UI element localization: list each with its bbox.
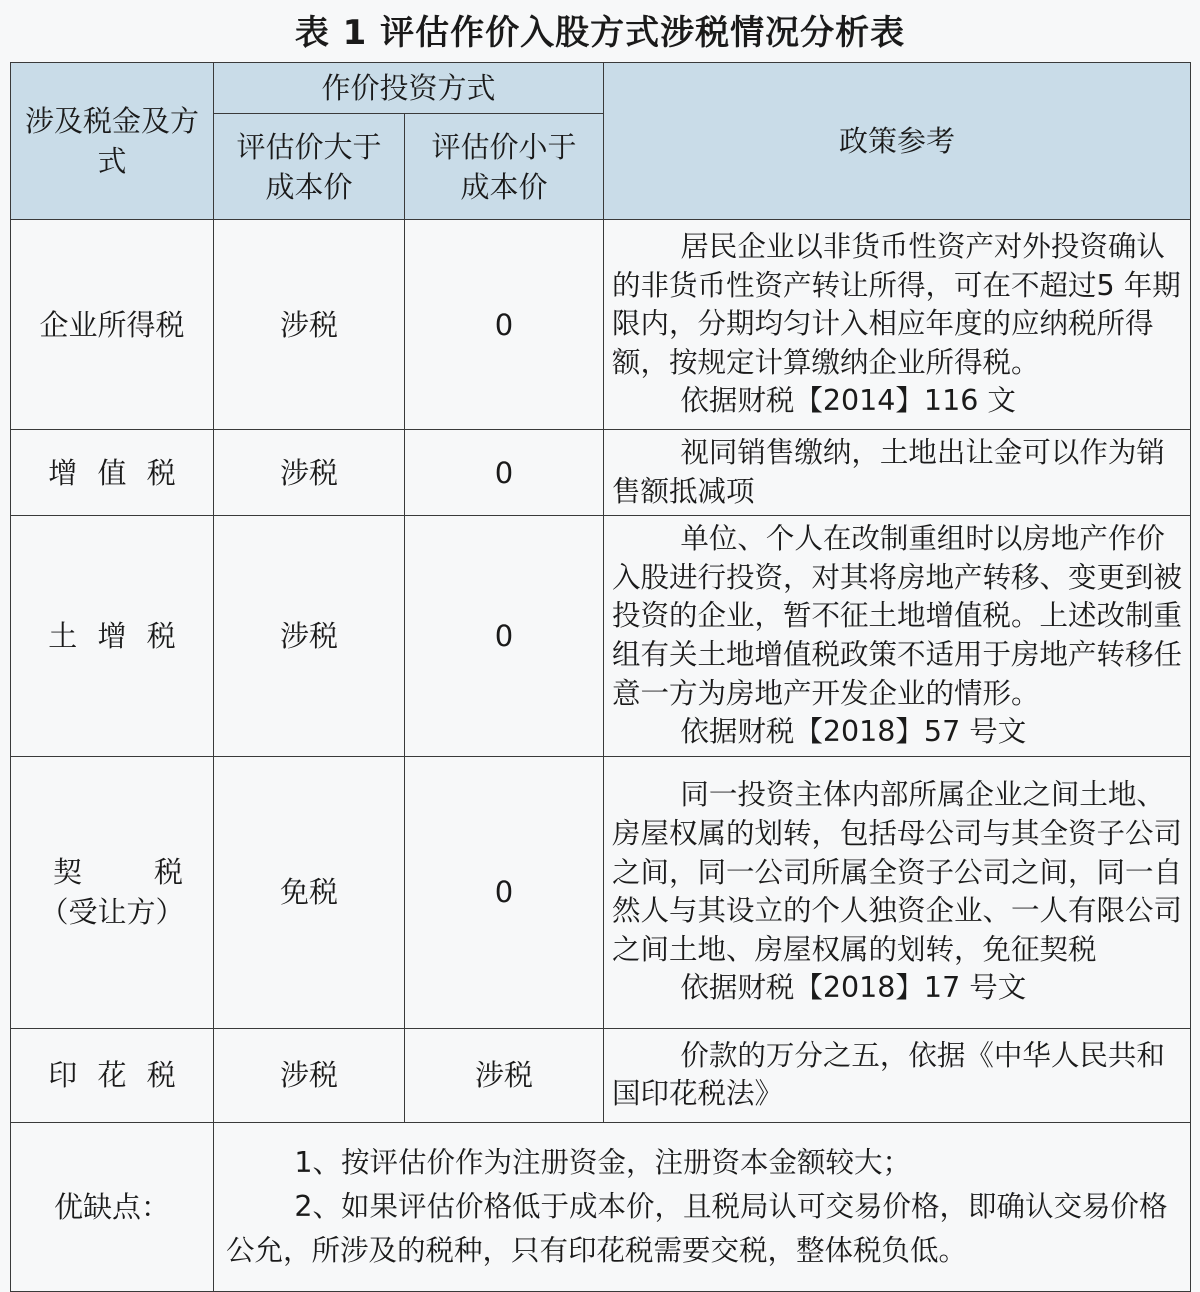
policy-reference: 依据财税【2018】17 号文 bbox=[680, 971, 1027, 1005]
pros-cons-item: 1、按评估价作为注册资金，注册资本金额较大； bbox=[294, 1145, 912, 1179]
tax-name: 企业所得税 bbox=[11, 220, 214, 430]
header-above-cost-line1: 评估价大于 bbox=[236, 129, 382, 164]
header-above-cost bbox=[214, 114, 405, 220]
above-cost-value: 涉税 bbox=[214, 516, 405, 757]
header-above-cost-line2: 成本价 bbox=[265, 169, 353, 204]
tax-analysis-table bbox=[10, 62, 1191, 1292]
policy-text: 视同销售缴纳，土地出让金可以作为销售额抵减项 bbox=[612, 436, 1165, 508]
below-cost-value: 0 bbox=[405, 756, 604, 1028]
policy-reference: 依据财税【2018】57 号文 bbox=[680, 715, 1027, 749]
policy-reference: 依据财税【2014】116 文 bbox=[680, 384, 1016, 418]
tax-name-line1 bbox=[11, 852, 213, 892]
header-policy: 政策参考 bbox=[604, 63, 1191, 220]
header-below-cost-line2: 成本价 bbox=[460, 169, 548, 204]
tax-name-char-b: 税 bbox=[153, 855, 183, 890]
below-cost-value: 0 bbox=[405, 220, 604, 430]
table-row bbox=[11, 1028, 1191, 1122]
above-cost-value: 涉税 bbox=[214, 1028, 405, 1122]
policy-cell bbox=[604, 1028, 1191, 1122]
tax-name-line2: （受让方） bbox=[39, 895, 185, 930]
table-row bbox=[11, 756, 1191, 1028]
policy-cell bbox=[604, 516, 1191, 757]
pros-cons-row bbox=[11, 1122, 1191, 1291]
pros-cons-label: 优缺点： bbox=[11, 1122, 214, 1291]
policy-cell bbox=[604, 220, 1191, 430]
policy-cell bbox=[604, 756, 1191, 1028]
below-cost-value: 涉税 bbox=[405, 1028, 604, 1122]
header-below-cost-line1: 评估价小于 bbox=[431, 129, 577, 164]
policy-cell bbox=[604, 430, 1191, 516]
policy-text: 同一投资主体内部所属企业之间土地、房屋权属的划转，包括母公司与其全资子公司之间，同一公司所属全资子公司之间，同一自然人与其设立的个人独资企业、一人有限公司之间土地、房屋权属的划转，免征契税 bbox=[612, 778, 1183, 966]
header-below-cost bbox=[405, 114, 604, 220]
tax-name bbox=[11, 756, 214, 1028]
above-cost-value: 涉税 bbox=[214, 430, 405, 516]
above-cost-value: 涉税 bbox=[214, 220, 405, 430]
header-method-group: 作价投资方式 bbox=[214, 63, 604, 114]
tax-name: 印花税 bbox=[11, 1028, 214, 1122]
tax-name: 增值税 bbox=[11, 430, 214, 516]
header-row-1 bbox=[11, 63, 1191, 114]
below-cost-value: 0 bbox=[405, 430, 604, 516]
table-row bbox=[11, 430, 1191, 516]
below-cost-value: 0 bbox=[405, 516, 604, 757]
header-tax-type: 涉及税金及方式 bbox=[11, 63, 214, 220]
policy-text: 价款的万分之五，依据《中华人民共和国印花税法》 bbox=[612, 1038, 1165, 1111]
policy-text: 居民企业以非货币性资产对外投资确认的非货币性资产转让所得，可在不超过5 年期限内，分期均匀计入相应年度的应纳税所得额，按规定计算缴纳企业所得税。 bbox=[612, 230, 1181, 379]
above-cost-value: 免税 bbox=[214, 756, 405, 1028]
table-row bbox=[11, 516, 1191, 757]
pros-cons-content bbox=[214, 1122, 1191, 1291]
tax-name-char-a: 契 bbox=[53, 855, 83, 890]
tax-name: 土增税 bbox=[11, 516, 214, 757]
table-caption: 表 1 评估作价入股方式涉税情况分析表 bbox=[294, 13, 906, 53]
pros-cons-item: 2、如果评估价格低于成本价，且税局认可交易价格，即确认交易价格公允，所涉及的税种，只有印花税需要交税，整体税负低。 bbox=[226, 1189, 1168, 1267]
table-row bbox=[11, 220, 1191, 430]
policy-text: 单位、个人在改制重组时以房地产作价入股进行投资，对其将房地产转移、变更到被投资的企业，暂不征土地增值税。上述改制重组有关土地增值税政策不适用于房地产转移任意一方为房地产开发企业的情形。 bbox=[612, 522, 1183, 710]
